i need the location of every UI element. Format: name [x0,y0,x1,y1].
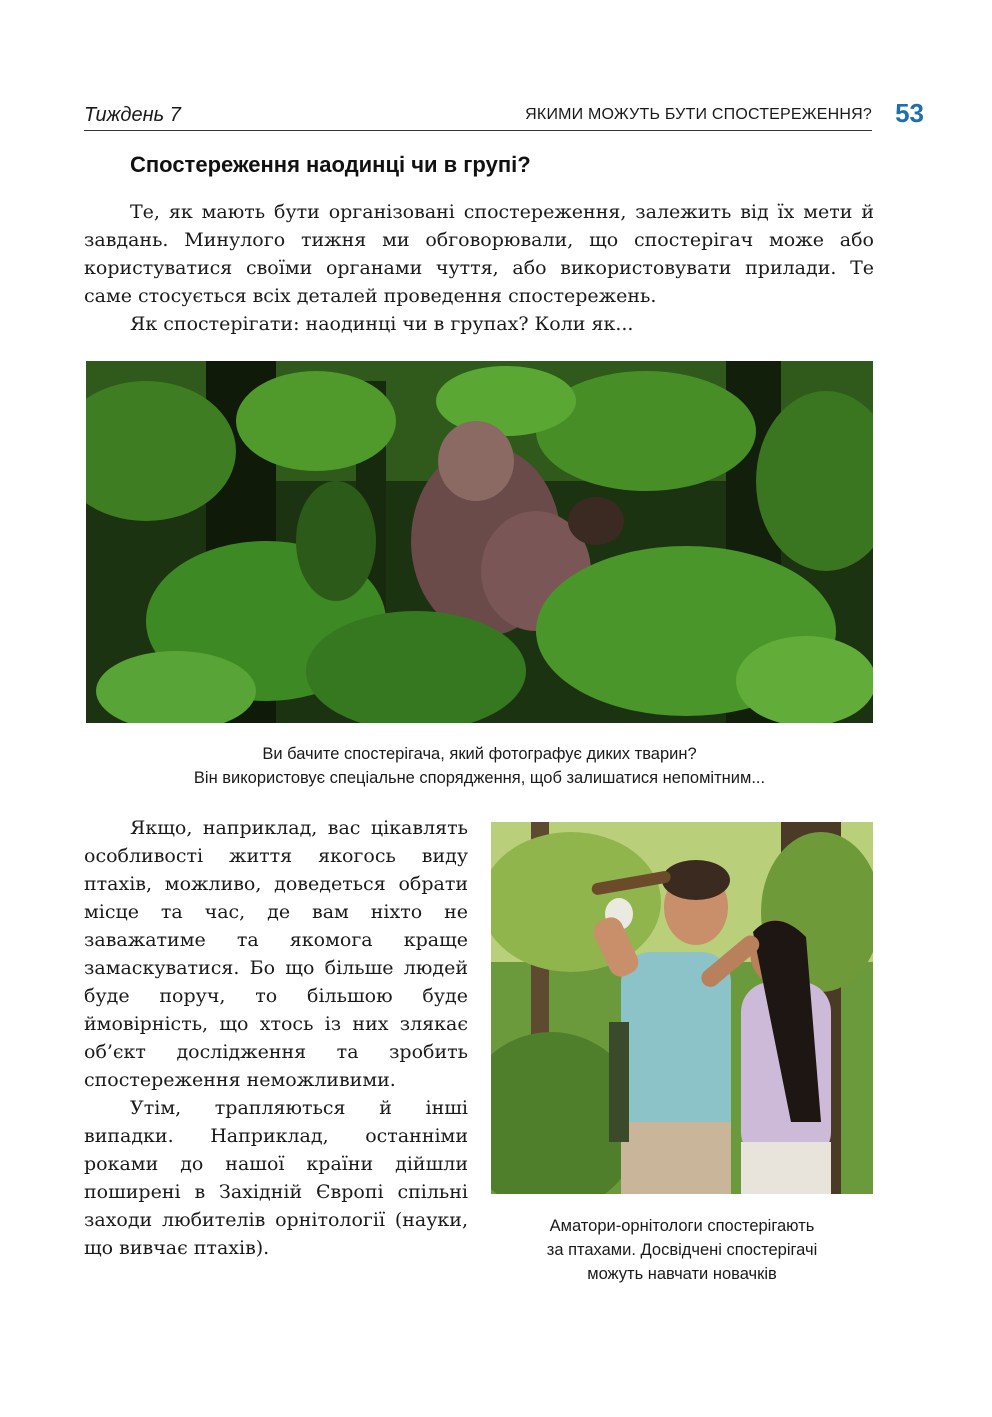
camouflaged-photographer-photo [86,361,873,723]
body-paragraph-2: Утім, трапляються й інші випадки. Наприклад, останніми роками до нашої країни дійшли поширені в Західній Європі спільні заходи любителів орнітології (науки, що вивчає птахів). [84,1097,468,1259]
birdwatchers-photo [491,822,873,1194]
chapter-title: ЯКИМИ МОЖУТЬ БУТИ СПОСТЕРЕЖЕННЯ? [525,106,872,123]
intro-text [84,198,874,338]
intro-paragraph-2: Як спостерігати: наодинці чи в групах? Коли як... [130,313,634,335]
figure1-caption-line-1: Ви бачите спостерігача, який фотографує диких тварин? [262,745,697,763]
figure2-caption [491,1214,873,1286]
figure2-caption-line-2: за птахами. Досвідчені спостерігачі [546,1241,818,1259]
page-number: 53 [895,98,924,128]
figure1-caption [86,742,873,790]
section-title: Спостереження наодинці чи в групі? [130,152,531,177]
body-paragraph-1: Якщо, наприклад, вас цікавлять особливості життя якогось виду птахів, можливо, доведеться обрати місце та час, де вам ніхто не заважатиме та якомога краще замаскуватися. Бо що більше людей буде поруч, то більшою буде ймовірність, що хтось із них злякає об’єкт дослідження та зробить спостереження неможливими. [84,817,468,1091]
week-label: Тиждень 7 [84,104,181,126]
body-text [84,814,468,1262]
page-header [84,100,924,136]
intro-paragraph-1: Те, як мають бути організовані спостереження, залежить від їх мети й завдань. Минулого тижня ми обговорювали, що спостерігач може або користуватися своїми органами чуття, або використовувати прилади. Те саме стосується всіх деталей проведення спостережень. [84,201,874,307]
figure1-caption-line-2: Він використовує спеціальне спорядження, щоб залишатися непомітним... [193,769,766,787]
figure2-caption-line-1: Аматори-орнітологи спостерігають [549,1217,815,1235]
header-rule [84,130,872,131]
figure2-caption-line-3: можуть навчати новачків [587,1265,777,1283]
